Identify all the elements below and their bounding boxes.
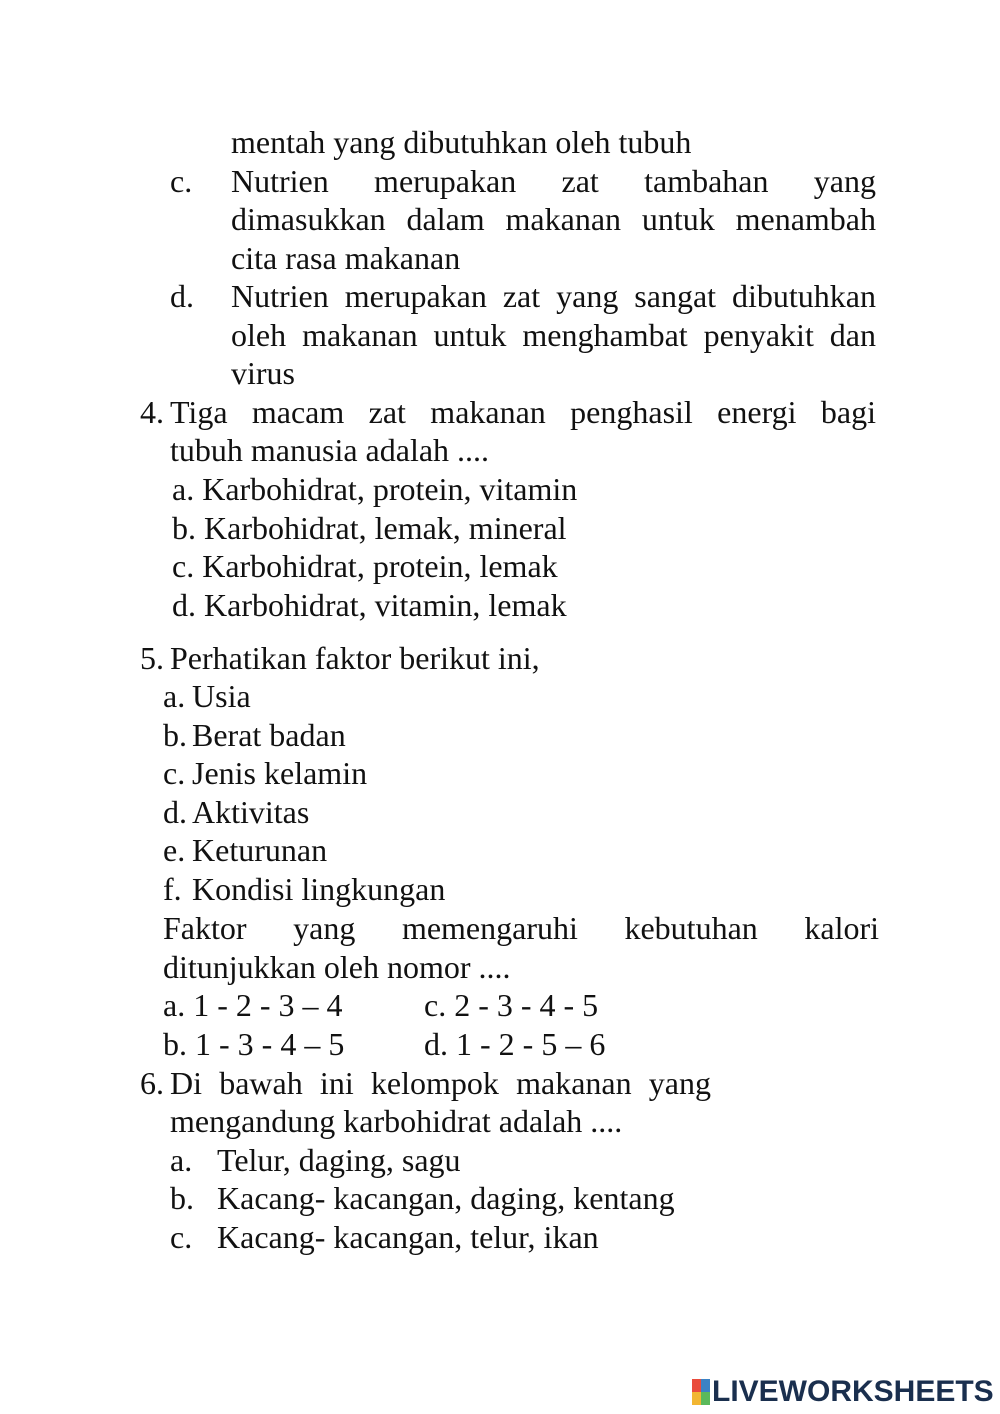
q5-factor-text: Jenis kelamin xyxy=(192,755,368,791)
q5-factor-label: b. xyxy=(163,717,187,753)
q5-factor-label: c. xyxy=(163,755,186,791)
q5-factor-label: d. xyxy=(163,794,187,830)
q6-number: 6. xyxy=(140,1065,164,1101)
q5-option-a[interactable]: a. 1 - 2 - 3 – 4 xyxy=(163,987,343,1023)
liveworksheets-mark-icon xyxy=(692,1379,710,1405)
q5-factor-text: Kondisi lingkungan xyxy=(192,871,446,907)
q4-option-b[interactable]: b. Karbohidrat, lemak, mineral xyxy=(172,510,567,546)
q3-option-d-line1: Nutrien merupakan zat yang sangat dibutuhkan xyxy=(231,278,876,314)
q3-option-c-line2: dimasukkan dalam makanan untuk menambah xyxy=(231,201,876,237)
q3-option-b-continuation: mentah yang dibutuhkan oleh tubuh xyxy=(231,124,692,160)
q4-option-c[interactable]: c. Karbohidrat, protein, lemak xyxy=(172,548,558,584)
q3-option-d-line2: oleh makanan untuk menghambat penyakit dan xyxy=(231,317,876,353)
q3-option-d-line3: virus xyxy=(231,355,295,391)
q6-option-a-label: a. xyxy=(170,1142,193,1178)
q4-option-a[interactable]: a. Karbohidrat, protein, vitamin xyxy=(172,471,578,507)
q5-factor-text: Berat badan xyxy=(192,717,346,753)
q4-question-line1: Tiga macam zat makanan penghasil energi bagi xyxy=(170,394,876,430)
q6-option-b[interactable]: Kacang- kacangan, daging, kentang xyxy=(217,1180,675,1216)
q5-factor-label: a. xyxy=(163,678,186,714)
q6-question-line1: Di bawah ini kelompok makanan yang xyxy=(170,1065,711,1101)
q4-number: 4. xyxy=(140,394,164,430)
q5-prompt-line2: ditunjukkan oleh nomor .... xyxy=(163,949,511,985)
logo-square-green xyxy=(701,1392,710,1405)
q5-option-b[interactable]: b. 1 - 3 - 4 – 5 xyxy=(163,1026,345,1062)
q6-option-b-label: b. xyxy=(170,1180,194,1216)
q4-question-line2: tubuh manusia adalah .... xyxy=(170,432,490,468)
q6-question-line2: mengandung karbohidrat adalah .... xyxy=(170,1103,623,1139)
q5-number: 5. xyxy=(140,640,164,676)
logo-square-yellow xyxy=(692,1392,701,1405)
q3-option-c-line3: cita rasa makanan xyxy=(231,240,461,276)
q5-question-line1: Perhatikan faktor berikut ini, xyxy=(170,640,540,676)
q5-factor-text: Aktivitas xyxy=(192,794,310,830)
q5-option-d[interactable]: d. 1 - 2 - 5 – 6 xyxy=(424,1026,606,1062)
logo-square-blue xyxy=(701,1379,710,1392)
logo-square-red xyxy=(692,1379,701,1392)
q6-option-c-label: c. xyxy=(170,1219,193,1255)
q5-factor-text: Usia xyxy=(192,678,251,714)
q3-option-c-line1: Nutrien merupakan zat tambahan yang xyxy=(231,163,876,199)
q3-option-d-label: d. xyxy=(170,278,194,314)
q5-factor-label: e. xyxy=(163,832,186,868)
q5-prompt-line1: Faktor yang memengaruhi kebutuhan kalori xyxy=(163,910,879,946)
q6-option-c[interactable]: Kacang- kacangan, telur, ikan xyxy=(217,1219,599,1255)
q5-factor-text: Keturunan xyxy=(192,832,328,868)
q4-option-d[interactable]: d. Karbohidrat, vitamin, lemak xyxy=(172,587,567,623)
q5-factor-label: f. xyxy=(163,871,182,907)
q5-option-c[interactable]: c. 2 - 3 - 4 - 5 xyxy=(424,987,599,1023)
liveworksheets-wordmark: LIVEWORKSHEETS xyxy=(712,1375,994,1408)
liveworksheets-logo xyxy=(692,1374,994,1410)
q3-option-c-label: c. xyxy=(170,163,193,199)
q6-option-a[interactable]: Telur, daging, sagu xyxy=(217,1142,461,1178)
